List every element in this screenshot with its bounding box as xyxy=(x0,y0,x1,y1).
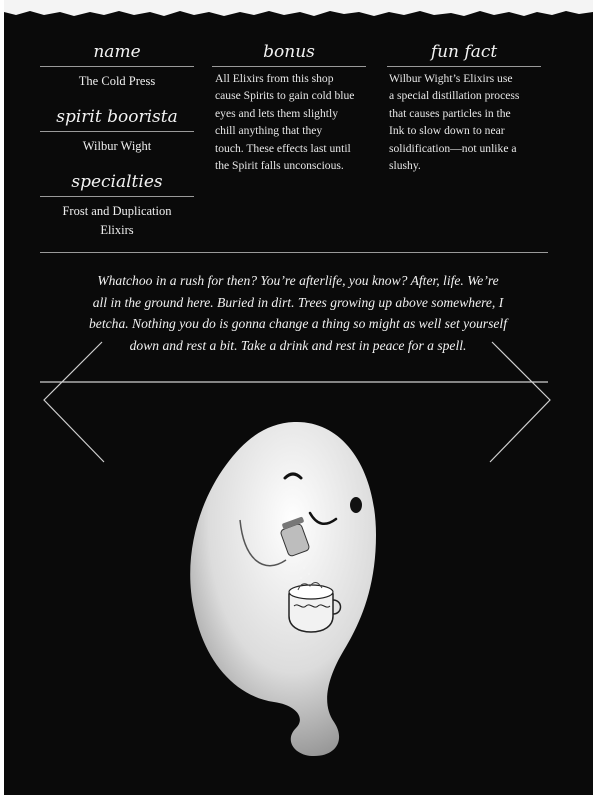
specialties-value-line-1: Frost and Duplication xyxy=(62,204,172,218)
bonus-line: touch. These effects last until xyxy=(215,141,351,155)
fun-fact-line: solidification—not unlike a xyxy=(389,141,517,155)
quote-line: Whatchoo in a rush for then? You’re afterlife, you know? After, life. We’re xyxy=(97,273,499,288)
fun-fact-line: a special distillation process xyxy=(389,89,520,103)
ghost-body xyxy=(190,422,376,756)
ghost-illustration xyxy=(190,422,376,756)
barista-heading: spirit boorista xyxy=(56,107,178,127)
card-page xyxy=(4,0,593,795)
specialties-value-line-2: Elixirs xyxy=(100,223,134,237)
bonus-line: the Spirit falls unconscious. xyxy=(215,159,344,173)
barista-value: Wilbur Wight xyxy=(82,139,152,153)
fun-fact-line: slushy. xyxy=(389,159,421,173)
right-chevron xyxy=(490,342,550,462)
ghost-eye-right xyxy=(350,497,362,513)
bonus-line: cause Spirits to gain cold blue xyxy=(215,89,355,103)
quote-line: betcha. Nothing you do is gonna change a thing so might as well set yourself xyxy=(89,316,507,332)
bonus-line: chill anything that they xyxy=(215,124,323,138)
bonus-line: eyes and lets them slightly xyxy=(215,106,339,120)
name-heading: name xyxy=(93,42,141,62)
quote-line: down and rest a bit. Take a drink and rest in peace for a spell. xyxy=(129,337,467,353)
fun-fact-line: Ink to slow down to near xyxy=(389,124,505,138)
fun-fact-heading: fun fact xyxy=(430,42,498,62)
quote-line: all in the ground here. Buried in dirt. Trees growing up above somewhere, I xyxy=(92,294,504,310)
illustration-layer xyxy=(4,0,593,795)
specialties-heading: specialties xyxy=(71,172,163,192)
bonus-line: All Elixirs from this shop xyxy=(215,72,334,85)
fun-fact-line: that causes particles in the xyxy=(389,106,511,120)
name-value: The Cold Press xyxy=(78,74,156,88)
left-chevron xyxy=(44,342,104,462)
fun-fact-line: Wilbur Wight’s Elixirs use xyxy=(389,72,513,85)
bonus-heading: bonus xyxy=(263,42,315,62)
